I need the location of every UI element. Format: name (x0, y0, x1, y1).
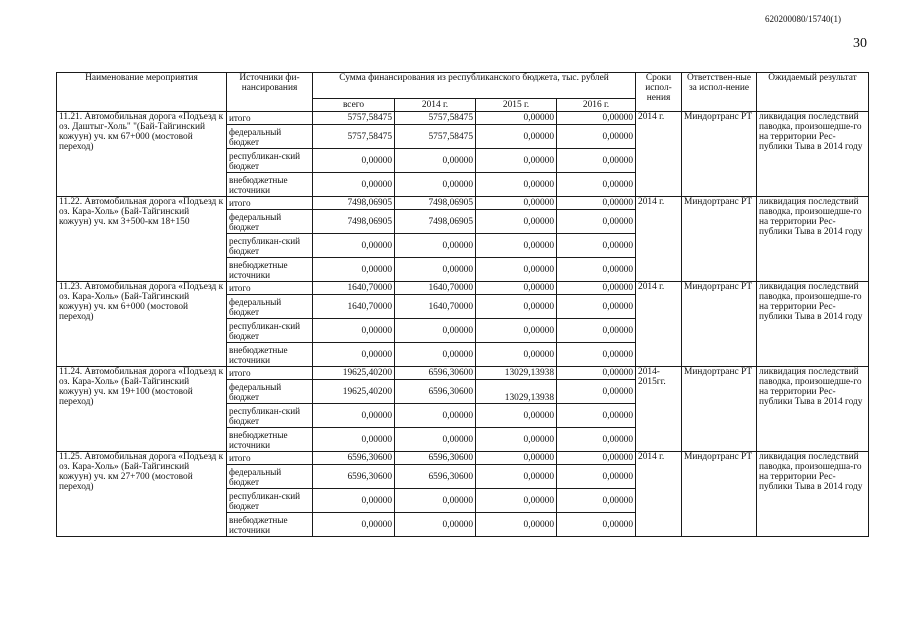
value-cell: 5757,58475 (313, 125, 395, 149)
source-label: федеральный бюджет (227, 380, 313, 404)
value-cell: 6596,30600 (395, 367, 476, 380)
table-row (57, 282, 869, 295)
value-cell: 0,00000 (313, 404, 395, 428)
source-label: внебюджетные источники (227, 343, 313, 367)
value-cell: 0,00000 (395, 149, 476, 173)
value-cell: 0,00000 (313, 149, 395, 173)
value-cell: 6596,30600 (395, 452, 476, 465)
value-cell: 0,00000 (557, 452, 636, 465)
source-label: внебюджетные источники (227, 428, 313, 452)
value-cell: 7498,06905 (395, 210, 476, 234)
value-cell: 0,00000 (557, 367, 636, 380)
value-cell: 0,00000 (557, 319, 636, 343)
value-cell: 0,00000 (313, 489, 395, 513)
header-2016: 2016 г. (557, 99, 636, 112)
value-cell: 0,00000 (476, 125, 557, 149)
source-label: федеральный бюджет (227, 210, 313, 234)
value-cell: 5757,58475 (313, 112, 395, 125)
value-cell: 6596,30600 (395, 465, 476, 489)
value-cell: 0,00000 (557, 234, 636, 258)
term-cell: 2014 г. (636, 197, 682, 282)
term-cell: 2014-2015гг. (636, 367, 682, 452)
measure-name: 11.25. Автомобильная дорога «Подъезд к оз. Кара-Холь» (Бай-Тайгинский кожуун) уч. км 27+700 (мостовой переход) (57, 452, 227, 537)
source-label: внебюджетные источники (227, 258, 313, 282)
header-name: Наименование мероприятия (57, 73, 227, 112)
result-cell: ликвидация последствий паводка, произошедше-го на территории Рес-публики Тыва в 2014 году (757, 367, 869, 452)
source-label: итого (227, 452, 313, 465)
financing-table (56, 72, 869, 537)
table-row (57, 367, 869, 380)
value-cell: 19625,40200 (313, 380, 395, 404)
responsible-cell: Миндортранс РТ (682, 367, 757, 452)
value-cell: 0,00000 (313, 513, 395, 537)
value-cell: 0,00000 (476, 452, 557, 465)
value-cell: 5757,58475 (395, 112, 476, 125)
source-label: республикан-ский бюджет (227, 319, 313, 343)
value-cell: 0,00000 (395, 428, 476, 452)
value-cell: 0,00000 (557, 343, 636, 367)
header-sources: Источники фи-нансирования (227, 73, 313, 112)
value-cell: 0,00000 (476, 258, 557, 282)
value-cell: 0,00000 (476, 149, 557, 173)
value-cell: 0,00000 (557, 197, 636, 210)
value-cell: 0,00000 (476, 404, 557, 428)
source-label: внебюджетные источники (227, 173, 313, 197)
value-cell: 7498,06905 (395, 197, 476, 210)
value-cell: 0,00000 (557, 489, 636, 513)
value-cell: 0,00000 (557, 125, 636, 149)
source-label: республикан-ский бюджет (227, 489, 313, 513)
responsible-cell: Миндортранс РТ (682, 197, 757, 282)
measure-name: 11.23. Автомобильная дорога «Подъезд к оз. Кара-Холь» (Бай-Тайгинский кожуун) уч. км 6+000 (мостовой переход) (57, 282, 227, 367)
value-cell: 5757,58475 (395, 125, 476, 149)
value-cell: 0,00000 (395, 234, 476, 258)
value-cell: 0,00000 (557, 149, 636, 173)
value-cell: 0,00000 (476, 513, 557, 537)
value-cell: 1640,70000 (395, 282, 476, 295)
value-cell: 0,00000 (313, 173, 395, 197)
header-sum: Сумма финансирования из республиканского бюджета, тыс. рублей (313, 73, 636, 99)
result-cell: ликвидация последствий паводка, произошедше-го на территории Рес-публики Тыва в 2014 году (757, 282, 869, 367)
header-2015: 2015 г. (476, 99, 557, 112)
value-cell: 6596,30600 (395, 380, 476, 404)
value-cell: 0,00000 (395, 258, 476, 282)
page-number: 30 (853, 36, 867, 51)
measure-name: 11.21. Автомобильная дорога «Подъезд к оз. Даштыг-Холь" "(Бай-Тайгинский кожуун) уч. км 67+000 (мостовой переход) (57, 112, 227, 197)
term-cell: 2014 г. (636, 452, 682, 537)
value-cell: 0,00000 (476, 282, 557, 295)
term-cell: 2014 г. (636, 112, 682, 197)
responsible-cell: Миндортранс РТ (682, 282, 757, 367)
value-cell: 0,00000 (557, 258, 636, 282)
header-terms: Сроки испол-нения (636, 73, 682, 112)
value-cell: 0,00000 (557, 428, 636, 452)
value-cell: 13029,13938 (476, 367, 557, 380)
value-cell: 0,00000 (313, 258, 395, 282)
responsible-cell: Миндортранс РТ (682, 112, 757, 197)
value-cell: 0,00000 (476, 489, 557, 513)
measure-name: 11.24. Автомобильная дорога «Подъезд к оз. Кара-Холь» (Бай-Тайгинский кожуун) уч. км 19+100 (мостовой переход) (57, 367, 227, 452)
value-cell: 7498,06905 (313, 210, 395, 234)
value-cell: 0,00000 (476, 319, 557, 343)
measure-name: 11.22. Автомобильная дорога «Подъезд к оз. Кара-Холь» (Бай-Тайгинский кожуун) уч. км 3+500-км 18+150 (57, 197, 227, 282)
value-cell: 0,00000 (395, 513, 476, 537)
value-cell: 1640,70000 (313, 282, 395, 295)
table-row (57, 452, 869, 465)
result-cell: ликвидация последствий паводка, произошедше-го на территории Рес-публики Тыва в 2014 году (757, 112, 869, 197)
value-cell: 0,00000 (557, 210, 636, 234)
value-cell: 0,00000 (395, 404, 476, 428)
value-cell: 0,00000 (395, 489, 476, 513)
value-cell: 0,00000 (476, 197, 557, 210)
source-label: внебюджетные источники (227, 513, 313, 537)
document-code: 620200080/15740(1) (765, 14, 841, 24)
value-cell: 0,00000 (557, 465, 636, 489)
source-label: итого (227, 112, 313, 125)
source-label: федеральный бюджет (227, 125, 313, 149)
value-cell: 7498,06905 (313, 197, 395, 210)
value-cell: 0,00000 (476, 173, 557, 197)
value-cell: 13029,13938 (476, 380, 557, 404)
source-label: республикан-ский бюджет (227, 404, 313, 428)
header-responsible: Ответствен-ные за испол-нение (682, 73, 757, 112)
result-cell: ликвидация последствий паводка, произошедша-го на территории Рес-публики Тыва в 2014 году (757, 452, 869, 537)
value-cell: 0,00000 (476, 343, 557, 367)
header-result: Ожидаемый результат (757, 73, 869, 112)
value-cell: 0,00000 (476, 428, 557, 452)
value-cell: 0,00000 (557, 282, 636, 295)
value-cell: 0,00000 (476, 210, 557, 234)
value-cell: 6596,30600 (313, 452, 395, 465)
source-label: федеральный бюджет (227, 465, 313, 489)
value-cell: 6596,30600 (313, 465, 395, 489)
source-label: федеральный бюджет (227, 295, 313, 319)
value-cell: 0,00000 (313, 319, 395, 343)
value-cell: 0,00000 (476, 112, 557, 125)
header-total: всего (313, 99, 395, 112)
value-cell: 0,00000 (557, 295, 636, 319)
value-cell: 0,00000 (557, 404, 636, 428)
table-row (57, 112, 869, 125)
value-cell: 0,00000 (395, 343, 476, 367)
header-2014: 2014 г. (395, 99, 476, 112)
value-cell: 0,00000 (557, 513, 636, 537)
source-label: республикан-ский бюджет (227, 234, 313, 258)
value-cell: 0,00000 (476, 234, 557, 258)
source-label: итого (227, 197, 313, 210)
value-cell: 0,00000 (395, 173, 476, 197)
value-cell: 0,00000 (313, 428, 395, 452)
value-cell: 0,00000 (557, 112, 636, 125)
value-cell: 0,00000 (476, 295, 557, 319)
value-cell: 0,00000 (313, 343, 395, 367)
value-cell: 0,00000 (313, 234, 395, 258)
table-row (57, 197, 869, 210)
source-label: итого (227, 367, 313, 380)
value-cell: 19625,40200 (313, 367, 395, 380)
value-cell: 0,00000 (557, 380, 636, 404)
value-cell: 0,00000 (557, 173, 636, 197)
value-cell: 1640,70000 (395, 295, 476, 319)
source-label: итого (227, 282, 313, 295)
source-label: республикан-ский бюджет (227, 149, 313, 173)
result-cell: ликвидация последствий паводка, произошедше-го на территории Рес-публики Тыва в 2014 году (757, 197, 869, 282)
value-cell: 1640,70000 (313, 295, 395, 319)
value-cell: 0,00000 (476, 465, 557, 489)
term-cell: 2014 г. (636, 282, 682, 367)
value-cell: 0,00000 (395, 319, 476, 343)
responsible-cell: Миндортранс РТ (682, 452, 757, 537)
